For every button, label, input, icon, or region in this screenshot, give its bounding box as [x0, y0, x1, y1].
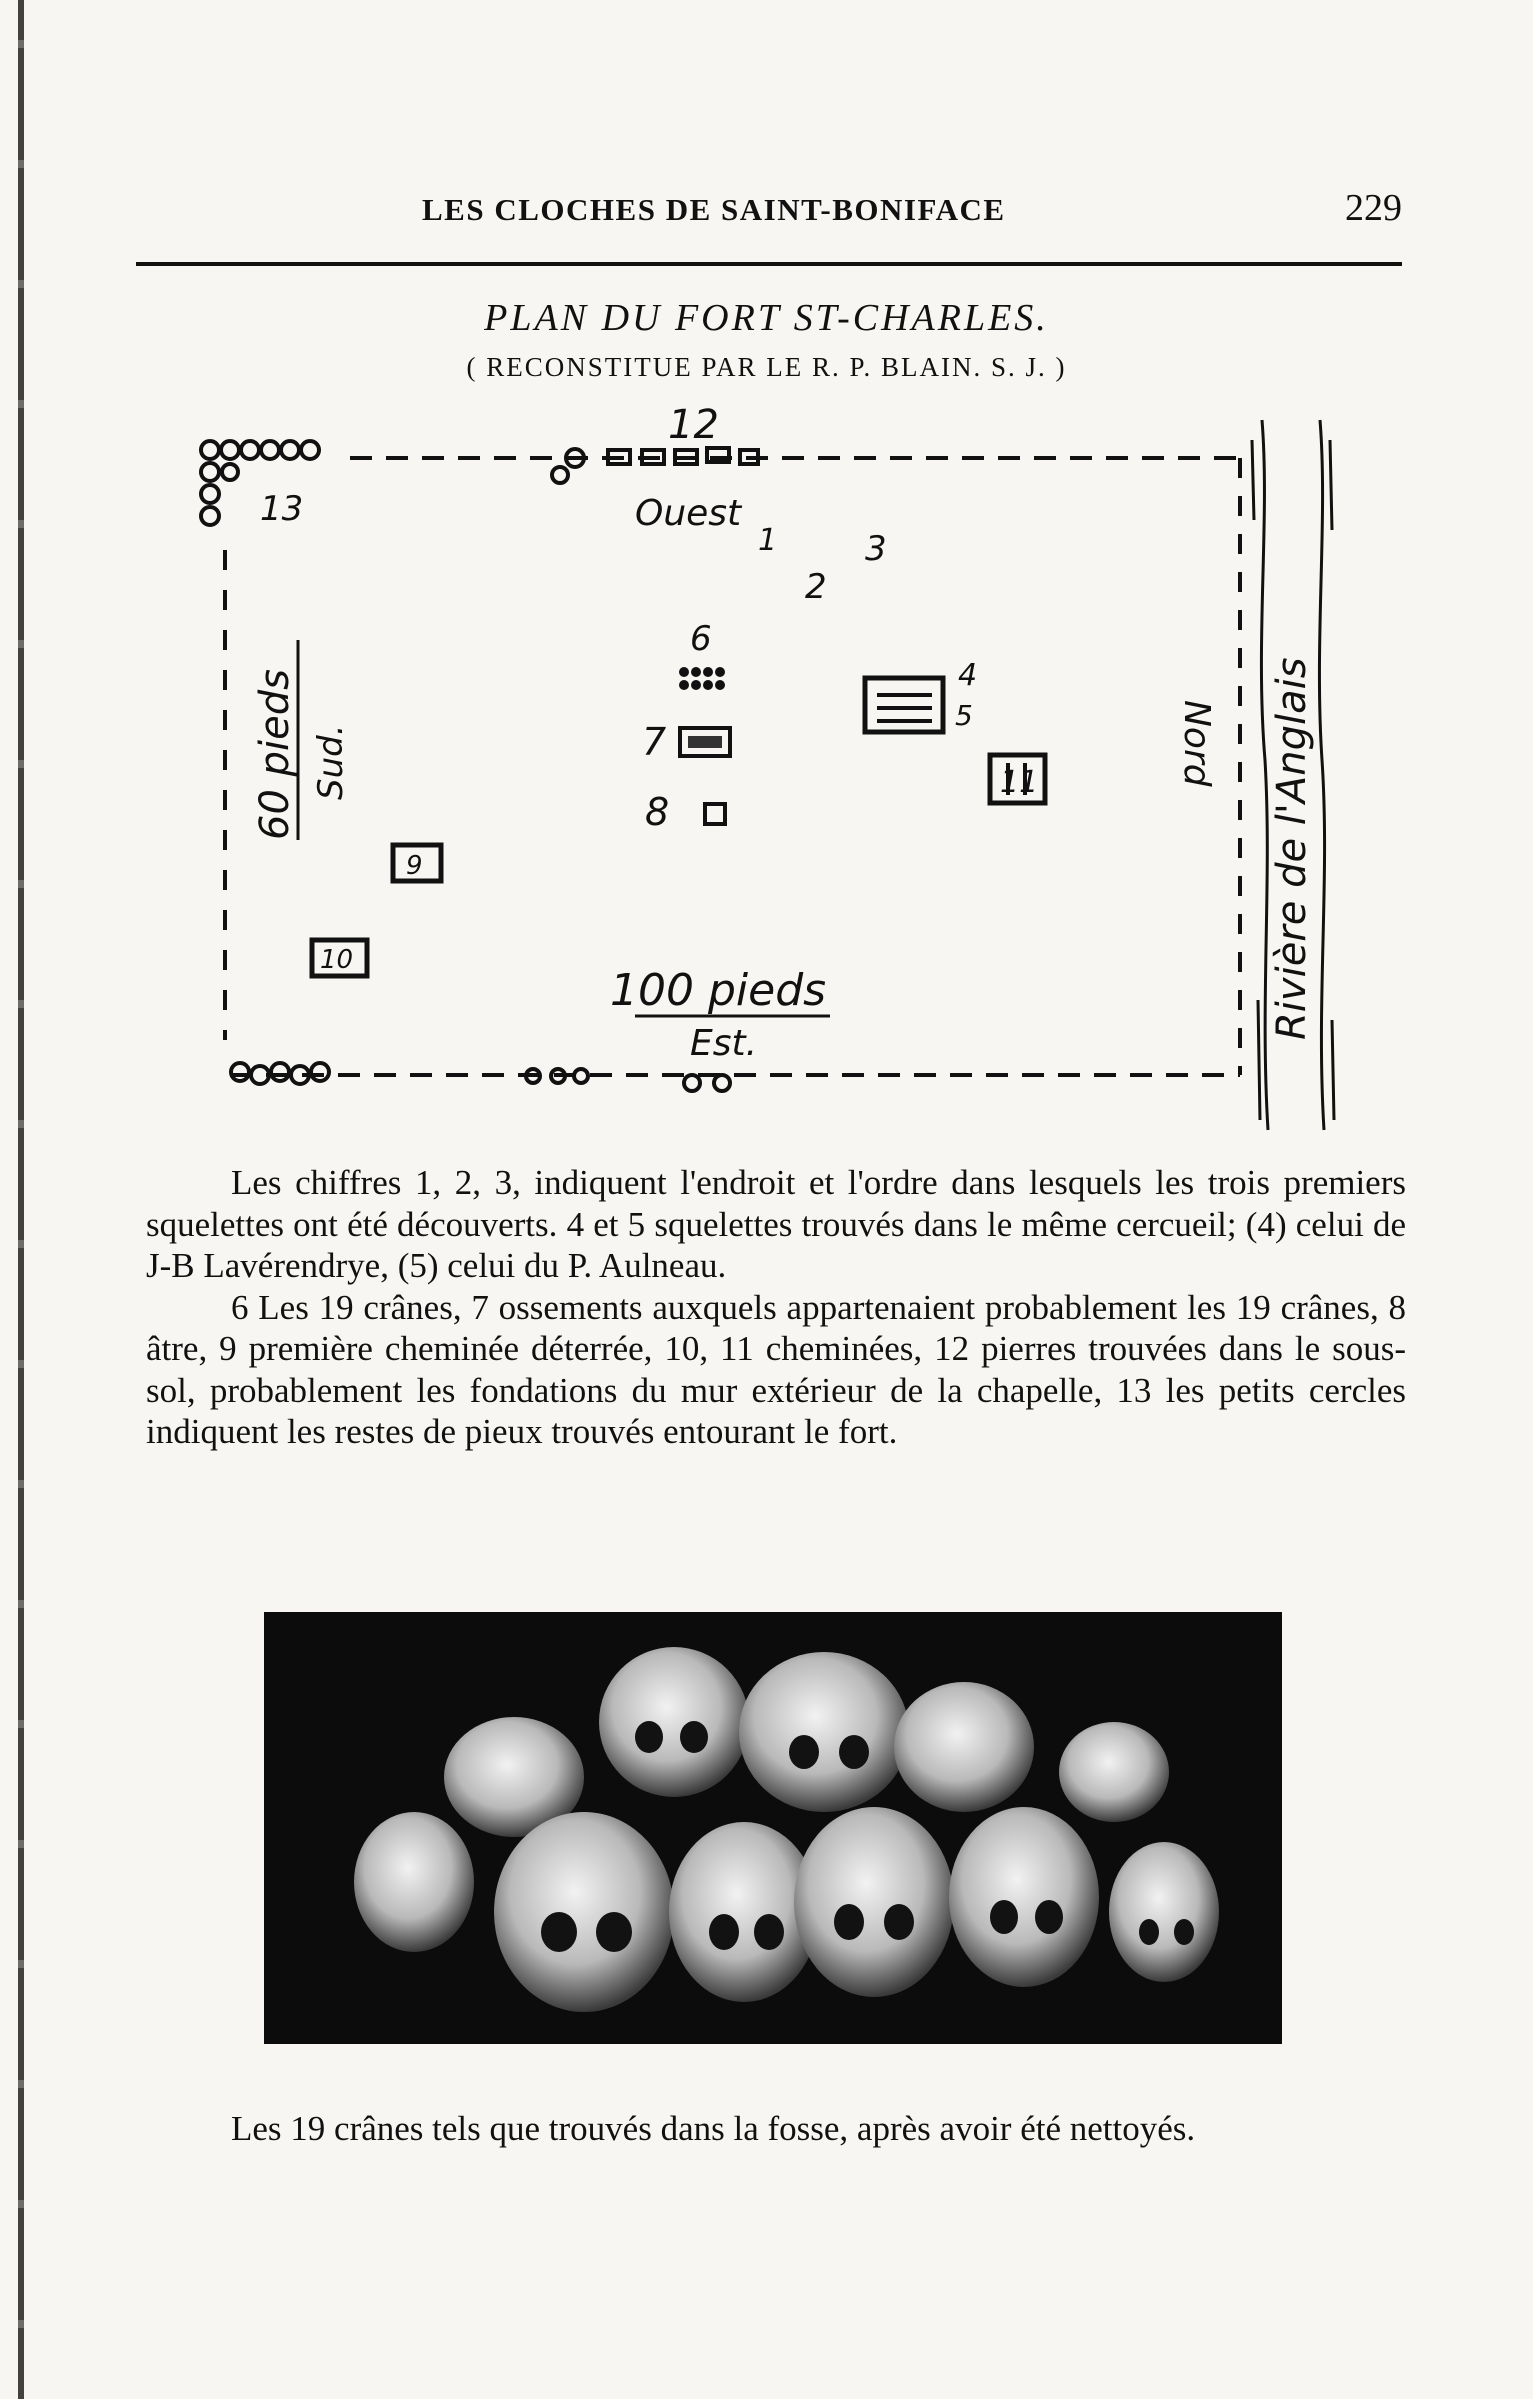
fort-plan-svg	[180, 400, 1400, 1150]
photo-caption-text: Les 19 crânes tels que trouvés dans la fosse, après avoir été nettoyés.	[231, 2109, 1196, 2148]
hearth-8	[705, 804, 725, 824]
plan-legend-text	[146, 1162, 1406, 1453]
page-number: 229	[1345, 187, 1402, 229]
label-8: 8	[645, 790, 670, 834]
running-title: LES CLOCHES DE SAINT-BONIFACE	[422, 192, 1006, 227]
label-6: 6	[690, 619, 712, 659]
fort-plan-figure	[180, 400, 1400, 1150]
skulls-photograph	[264, 1612, 1282, 2044]
bones-7	[680, 728, 730, 756]
label-4: 4	[958, 658, 978, 693]
label-river: Rivière de l'Anglais	[1269, 657, 1315, 1040]
label-13: 13	[260, 489, 304, 529]
label-est: Est.	[690, 1023, 758, 1064]
skulls-6	[679, 667, 725, 690]
label-10: 10	[320, 945, 354, 975]
label-ouest: Ouest	[635, 493, 742, 534]
legend-paragraph-2: 6 Les 19 crânes, 7 ossements auxquels appartenaient probablement les 19 crânes, 8 âtre, 9 première cheminée déterrée, 10, 11 cheminées, 12 pierres trouvées dans le sous-sol, probablement les fondations du mur extérieur de la chapelle, 13 les petits cercles indiquent les restes de pieux trouvés entourant le fort.	[146, 1287, 1406, 1451]
label-sud: Sud.	[311, 724, 351, 800]
plan-subtitle: ( RECONSTITUE PAR LE R. P. BLAIN. S. J. )	[466, 352, 1067, 382]
plan-title: PLAN DU FORT ST-CHARLES.	[484, 297, 1049, 339]
label-9: 9	[406, 851, 423, 881]
label-11: 11	[1000, 765, 1039, 800]
label-7: 7	[642, 720, 667, 764]
label-nord: Nord	[1176, 700, 1217, 787]
label-1: 1	[758, 523, 778, 558]
label-12: 12	[668, 402, 719, 448]
legend-paragraph-1: Les chiffres 1, 2, 3, indiquent l'endroit et l'ordre dans lesquels les trois premiers squelettes ont été découverts. 4 et 5 squelettes trouvés dans le même cercueil; (4) celui de J-B Lavérendrye, (5) celui du P. Aulneau.	[146, 1163, 1406, 1285]
header-rule	[136, 262, 1402, 266]
photo-caption	[146, 2108, 1406, 2150]
label-60-pieds: 60 pieds	[252, 669, 298, 840]
coffin-4-5	[865, 678, 943, 732]
label-3: 3	[865, 529, 887, 569]
label-2: 2	[805, 567, 827, 607]
skulls-photo-svg	[264, 1612, 1282, 2044]
label-100-pieds: 100 pieds	[610, 965, 827, 1016]
label-5: 5	[955, 699, 973, 732]
running-header	[136, 186, 1402, 246]
